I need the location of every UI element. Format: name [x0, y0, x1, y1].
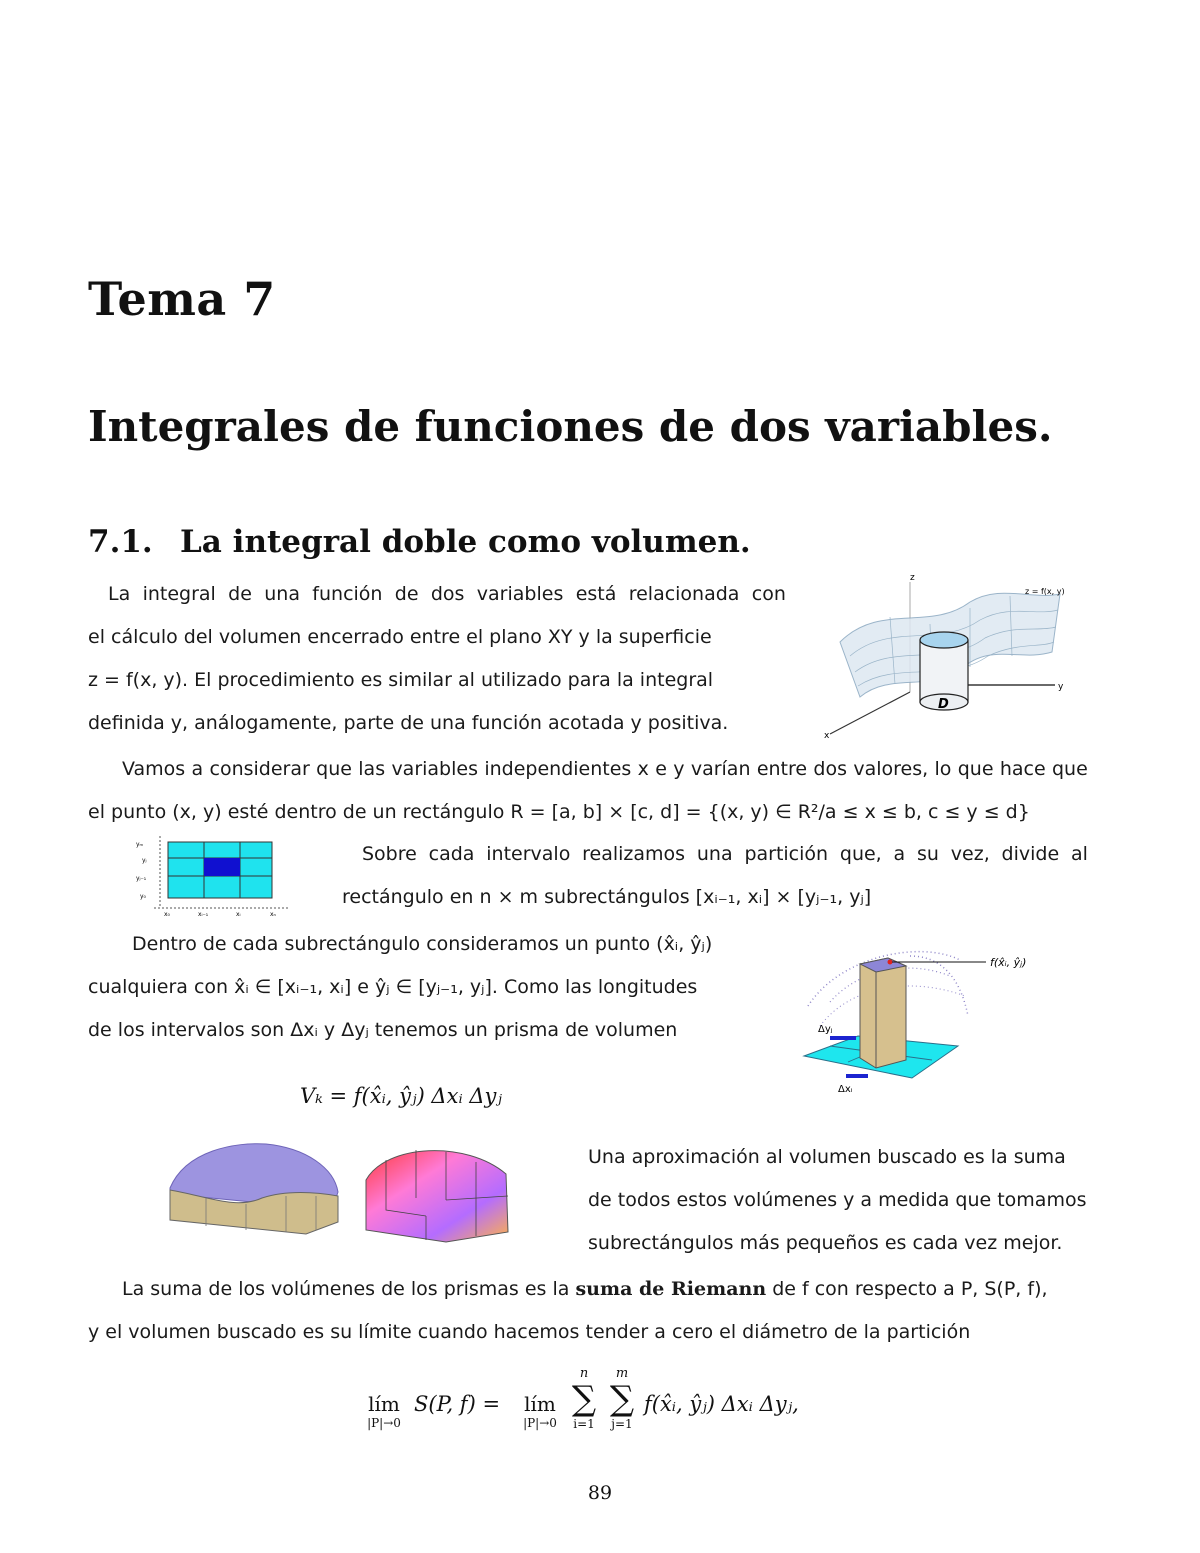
paragraph-2-line-1: Vamos a considerar que las variables independientes x e y varían entre dos valores, lo que hace que: [122, 758, 1088, 780]
sum-1-lower: i=1: [573, 1417, 595, 1431]
lhs-lim: lím: [368, 1392, 400, 1416]
paragraph-5-line-1: Una aproximación al volumen buscado es la suma: [588, 1146, 1066, 1168]
riemann-sum-term: suma de Riemann: [575, 1278, 767, 1300]
prism: [860, 958, 906, 1068]
sum-2-upper: m: [615, 1366, 629, 1381]
subrectangle: [204, 858, 240, 876]
sigma-2-icon: ∑: [609, 1379, 635, 1419]
label-y-bottom: y₀: [140, 893, 146, 900]
rhs-lim-subscript: |P|→0: [523, 1416, 557, 1430]
lhs-expression: S(P, f) =: [414, 1392, 501, 1416]
surface-volume-figure: [820, 572, 1080, 742]
paragraph-6-line-1: [122, 1278, 1048, 1300]
label-x-right: xᵢ: [236, 911, 241, 916]
section-title: La integral doble como volumen.: [180, 524, 751, 560]
paragraph-3-line-2: rectángulo en n × m subrectángulos [xᵢ₋₁, xᵢ] × [yⱼ₋₁, yⱼ]: [342, 886, 872, 908]
dx-marker: [846, 1074, 868, 1078]
fig-z-label: z: [910, 573, 915, 583]
fig-dx-label: Δxᵢ: [838, 1084, 853, 1095]
chapter-title: Integrales de funciones de dos variables.: [88, 402, 1053, 451]
page-number: 89: [587, 1482, 613, 1504]
sample-point: [888, 960, 893, 965]
fig-dy-label: Δyⱼ: [818, 1024, 833, 1035]
fig-point-label: f(x̂ᵢ, ŷⱼ): [990, 956, 1027, 969]
dy-marker: [830, 1036, 856, 1040]
paragraph-2-line-2: el punto (x, y) esté dentro de un rectángulo R = [a, b] × [c, d] = {(x, y) ∈ R²/a ≤ x ≤ b, c ≤ y ≤ d}: [88, 801, 1030, 823]
section-number: 7.1.: [88, 524, 153, 560]
label-y-mid: yⱼ: [142, 857, 147, 864]
summand: f(x̂ᵢ, ŷⱼ) Δxᵢ Δyⱼ,: [644, 1392, 799, 1416]
partition-figure: [134, 834, 294, 916]
equation-riemann-limit: [356, 1366, 836, 1446]
sigma-1-icon: ∑: [571, 1379, 597, 1419]
label-x-mid: xᵢ₋₁: [198, 911, 209, 916]
paragraph-1-line-3: z = f(x, y). El procedimiento es similar al utilizado para la integral: [88, 669, 714, 691]
rhs-lim: lím: [524, 1392, 556, 1416]
paragraph-4-line-1: Dentro de cada subrectángulo consideramos un punto (x̂ᵢ, ŷⱼ): [132, 933, 713, 955]
chapter-label: Tema 7: [88, 272, 276, 326]
riemann-approx-figure-1: [166, 1140, 342, 1236]
fig-x-label: x: [824, 731, 830, 741]
sum-2-lower: j=1: [611, 1417, 633, 1431]
paragraph-5-line-3: subrectángulos más pequeños es cada vez mejor.: [588, 1232, 1063, 1254]
paragraph-3-line-1: Sobre cada intervalo realizamos una partición que, a su vez, divide al: [362, 843, 1088, 865]
paragraph-6-text-before: La suma de los volúmenes de los prismas es la: [122, 1278, 570, 1300]
cylinder-body: [920, 640, 968, 702]
equation-prism-volume: Vₖ = f(x̂ᵢ, ŷⱼ) Δxᵢ Δyⱼ: [300, 1084, 502, 1108]
lhs-lim-subscript: |P|→0: [367, 1416, 401, 1430]
prism-figure: [800, 936, 1060, 1098]
fig-region-label: D: [938, 697, 949, 712]
label-y-top: yₘ: [136, 841, 144, 848]
label-x-left: x₀: [164, 911, 170, 916]
sum-1-upper: n: [579, 1366, 589, 1381]
label-y-low: yⱼ₋₁: [136, 875, 147, 882]
paragraph-1-line-4: definida y, análogamente, parte de una función acotada y positiva.: [88, 712, 729, 734]
fig-y-label: y: [1058, 682, 1064, 692]
cylinder-top: [920, 632, 968, 648]
paragraph-4-line-2: cualquiera con x̂ᵢ ∈ [xᵢ₋₁, xᵢ] e ŷⱼ ∈ [yⱼ₋₁, yⱼ]. Como las longitudes: [88, 976, 698, 998]
paragraph-6-text-after: de f con respecto a P, S(P, f),: [772, 1278, 1048, 1300]
riemann-approx-figure-2: [356, 1140, 514, 1244]
x-axis: [830, 692, 910, 734]
paragraph-1-line-2: el cálculo del volumen encerrado entre el plano XY y la superficie: [88, 626, 712, 648]
fig-surface-label: z = f(x, y): [1025, 587, 1065, 596]
label-x-end: xₙ: [270, 911, 276, 916]
section-heading: [88, 524, 751, 560]
approx-prisms-2: [366, 1151, 508, 1242]
paragraph-6-line-2: y el volumen buscado es su límite cuando hacemos tender a cero el diámetro de la partición: [88, 1321, 971, 1343]
paragraph-4-line-3: de los intervalos son Δxᵢ y Δyⱼ tenemos un prisma de volumen: [88, 1019, 678, 1041]
paragraph-1-line-1: La integral de una función de dos variables está relacionada con: [108, 583, 786, 605]
paragraph-5-line-2: de todos estos volúmenes y a medida que tomamos: [588, 1189, 1087, 1211]
